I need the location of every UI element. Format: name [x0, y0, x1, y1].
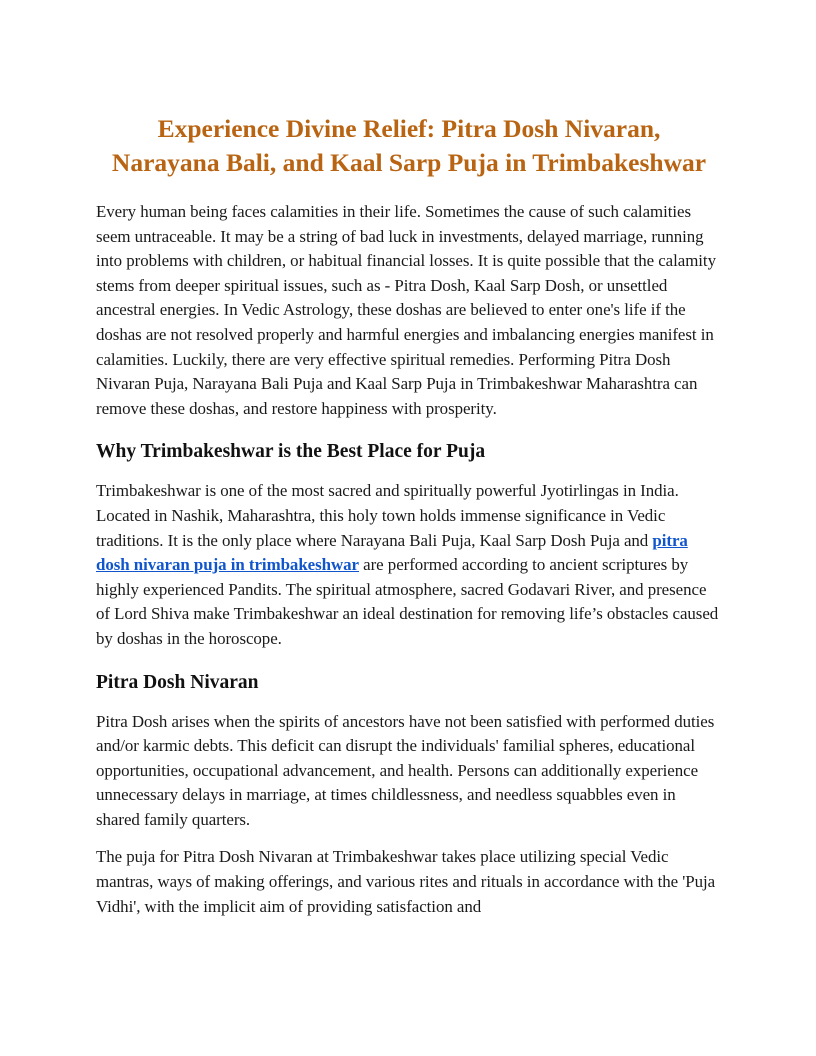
pitra-dosh-puja-link[interactable]: pitra dosh nivaran puja in trimbakeshwar — [96, 530, 688, 575]
pitra-dosh-paragraph-1: Pitra Dosh arises when the spirits of ancestors have not been satisfied with performed duties and/or karmic debts. This deficit can disrupt the individuals' familial spheres, educational opportunities, occupational advancement, and health. Persons can additionally experience unnecessary delays in marriage, at times childlessness, and needless squabbles even in shared family quarters. — [96, 711, 715, 829]
page-title — [96, 112, 722, 180]
document-page — [96, 112, 722, 919]
intro-paragraph: Every human being faces calamities in their life. Sometimes the cause of such calamities seem untraceable. It may be a string of bad luck in investments, delayed marriage, running into problems with children, or habitual financial losses. It is quite possible that the calamity stems from deeper spiritual issues, such as - Pitra Dosh, Kaal Sarp Dosh, or unsettled ancestral energies. In Vedic Astrology, these doshas are believed to enter one's life if the doshas are not resolved properly and harmful energies and imbalancing energies manifest in calamities. Luckily, there are very effective spiritual remedies. Performing Pitra Dosh Nivaran Puja, Narayana Bali Puja and Kaal Sarp Puja in Trimbakeshwar Maharashtra can remove these doshas, and restore happiness with prosperity. — [96, 202, 716, 418]
trimbakeshwar-paragraph — [96, 479, 722, 651]
page-title-line-1: Experience Divine Relief: Pitra Dosh Nivaran, — [157, 114, 661, 143]
section-heading-trimbakeshwar: Why Trimbakeshwar is the Best Place for Puja — [96, 441, 486, 463]
trimbakeshwar-text-before-link: Trimbakeshwar is one of the most sacred and spiritually powerful Jyotirlingas in India. Located in Nashik, Maharashtra, this holy town holds immense significance in Vedic traditions. It is the only place where Narayana Bali Puja, Kaal Sarp Dosh Puja and — [96, 481, 679, 550]
section-heading-pitra-dosh: Pitra Dosh Nivaran — [96, 671, 259, 693]
trimbakeshwar-text-after-link: are performed according to ancient scriptures by highly experienced Pandits. The spiritual atmosphere, sacred Godavari River, and presence of Lord Shiva make Trimbakeshwar an ideal destination for removing life’s obstacles caused by doshas in the horoscope. — [96, 555, 719, 648]
pitra-dosh-paragraph-2: The puja for Pitra Dosh Nivaran at Trimbakeshwar takes place utilizing special Vedic mantras, ways of making offerings, and various rites and rituals in accordance with the 'Puja Vidhi', with the implicit aim of providing satisfaction and — [96, 847, 716, 916]
page-title-line-2: Narayana Bali, and Kaal Sarp Puja in Trimbakeshwar — [111, 148, 707, 177]
